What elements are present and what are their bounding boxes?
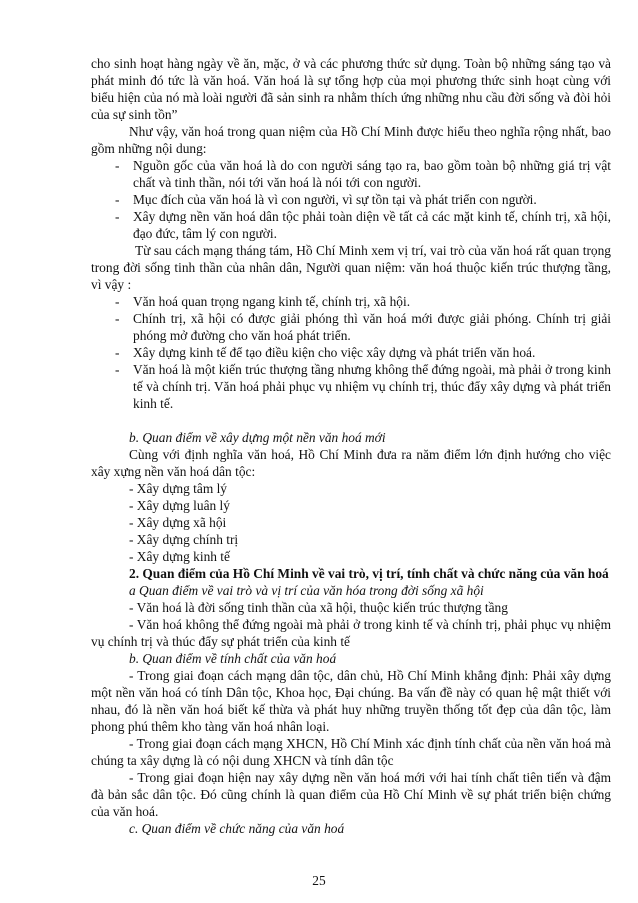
paragraph: - Văn hoá không thể đứng ngoài mà phải ở trong kinh tế và chính trị, phải phục vụ nhiệm vụ chính trị và thúc đẩy sự phát triển của kinh tế xyxy=(91,617,611,649)
section-heading-2: 2. Quan điểm của Hồ Chí Minh về vai trò, vị trí, tính chất và chức năng của văn hoá xyxy=(129,566,609,581)
list-item: - Xây dựng kinh tế để tạo điều kiện cho việc xây dựng và phát triển văn hoá. xyxy=(115,345,536,360)
page-body xyxy=(91,55,611,837)
paragraph-quote-end: cho sinh hoạt hàng ngày về ăn, mặc, ở và các phương thức sử dụng. Toàn bộ những sáng tạo và phát minh đó tức là văn hoá. Văn hoá là sự tổng hợp của mọi phương thức sinh hoạt cùng với biểu hiện của nó mà loài người đã sản sinh ra nhằm thích ứng những nhu cầu đời sống và đòi hỏi của sự sinh tồn” xyxy=(91,56,611,122)
paragraph: - Trong giai đoạn cách mạng XHCN, Hồ Chí Minh xác định tính chất của nền văn hoá mà chúng ta xây dựng là có nội dung XHCN và tính dân tộc xyxy=(91,736,611,768)
list-item: - Nguồn gốc của văn hoá là do con người sáng tạo ra, bao gồm toàn bộ những giá trị vật chất và tinh thần, nói tới văn hoá là nói tới con người. xyxy=(115,158,611,190)
list-item: - Xây dựng kinh tế xyxy=(129,549,230,564)
paragraph: - Trong giai đoạn hiện nay xây dựng nền văn hoá mới với hai tính chất tiên tiến và đậm đà bản sắc dân tộc. Đó cũng chính là quan điểm của Hồ Chí Minh về sự phát triển biện chứng của văn hoá. xyxy=(91,770,611,819)
list-item: - Xây dựng chính trị xyxy=(129,532,239,547)
section-heading-b: b. Quan điểm về xây dựng một nền văn hoá mới xyxy=(129,430,386,445)
paragraph-summary: Như vậy, văn hoá trong quan niệm của Hồ Chí Minh được hiểu theo nghĩa rộng nhất, bao gồm những nội dung: xyxy=(91,124,611,156)
subsection-heading-a: a Quan điểm về vai trò và vị trí của văn hóa trong đời sống xã hội xyxy=(129,583,484,598)
content-list xyxy=(91,157,611,242)
paragraph-after-revolution: Từ sau cách mạng tháng tám, Hồ Chí Minh xem vị trí, vai trò của văn hoá rất quan trọng trong đời sống tinh thần của nhân dân, Người quan niệm: văn hoá thuộc kiến trúc thượng tầng, vì vậy : xyxy=(91,243,611,292)
page-number: 25 xyxy=(312,873,326,888)
list-item: - Chính trị, xã hội có được giải phóng thì văn hoá mới được giải phóng. Chính trị giải phóng mở đường cho văn hoá phát triển. xyxy=(115,311,611,343)
list-item: - Xây dựng nền văn hoá dân tộc phải toàn diện về tất cả các mặt kinh tế, chính trị, xã hội, đạo đức, tâm lý con người. xyxy=(115,209,611,241)
subsection-heading-c: c. Quan điểm về chức năng của văn hoá xyxy=(129,821,345,836)
role-list xyxy=(91,293,611,412)
subsection-heading-b: b. Quan điểm về tính chất của văn hoá xyxy=(129,651,337,666)
list-item: - Xây dựng luân lý xyxy=(129,498,230,513)
list-item: - Mục đích của văn hoá là vì con người, vì sự tồn tại và phát triển con người. xyxy=(115,192,537,207)
list-item: - Văn hoá quan trọng ngang kinh tế, chính trị, xã hội. xyxy=(115,294,411,309)
paragraph: - Trong giai đoạn cách mạng dân tộc, dân chủ, Hồ Chí Minh khẳng định: Phải xây dựng một nền văn hoá có tính Dân tộc, Khoa học, Đại chúng. Ba vấn đề này có quan hệ mật thiết với nhau, đó là nền văn hoá biết kế thừa và phát huy những truyền thống tốt đẹp của dân tộc, làm phong phú thêm kho tàng văn hoá nhân loại. xyxy=(91,668,611,734)
list-item: - Xây dựng tâm lý xyxy=(129,481,227,496)
list-item: - Văn hoá là một kiến trúc thượng tầng nhưng không thể đứng ngoài, mà phải ở trong kinh tế và chính trị. Văn hoá phải phục vụ nhiệm vụ chính trị, thúc đẩy xây dựng và phát triển kinh tế. xyxy=(115,362,611,411)
list-item: - Xây dựng xã hội xyxy=(129,515,227,530)
paragraph: - Văn hoá là đời sống tinh thần của xã hội, thuộc kiến trúc thượng tầng xyxy=(129,600,508,615)
paragraph-five-points: Cùng với định nghĩa văn hoá, Hồ Chí Minh đưa ra năm điểm lớn định hướng cho việc xây xựng nền văn hoá dân tộc: xyxy=(91,447,611,479)
five-points-list xyxy=(91,480,611,565)
